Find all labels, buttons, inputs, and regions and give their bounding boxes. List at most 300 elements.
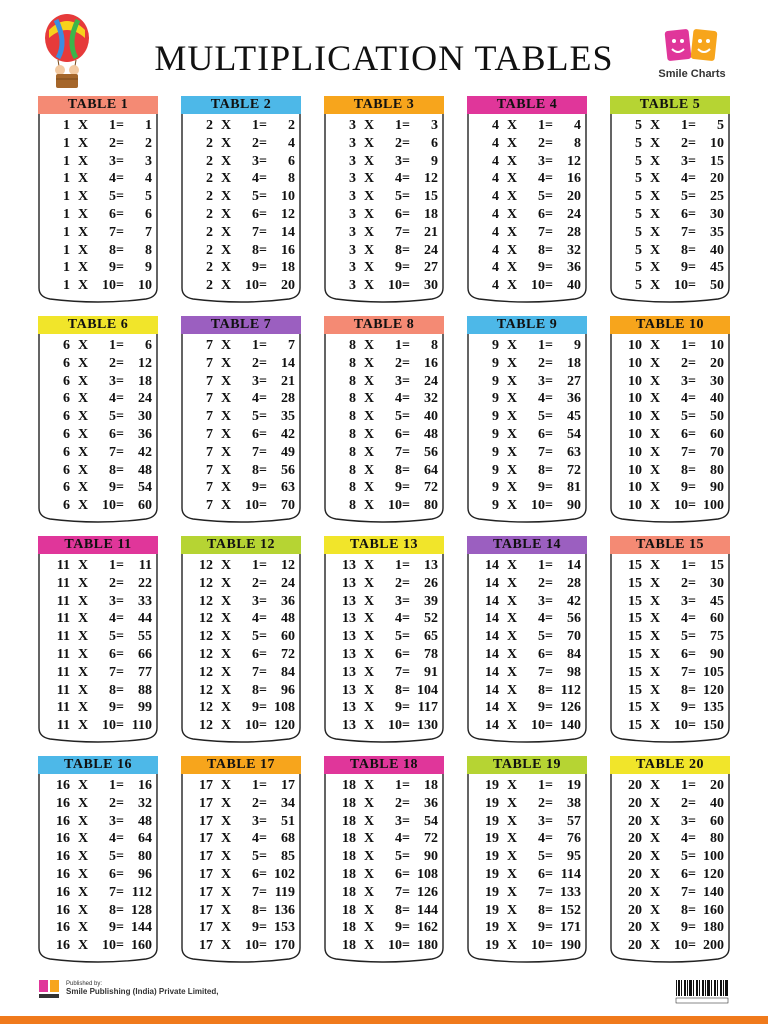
times-sign: X	[650, 920, 661, 936]
equals-sign: =	[116, 391, 124, 407]
times-sign: X	[364, 206, 375, 222]
table-row	[334, 242, 438, 260]
times-sign: X	[507, 153, 518, 169]
product: 54	[424, 813, 438, 829]
times-sign: X	[507, 884, 518, 900]
product: 50	[710, 278, 724, 294]
times-sign: X	[650, 831, 661, 847]
equals-sign: =	[259, 260, 267, 276]
multiplier: 7	[538, 444, 545, 460]
times-sign: X	[507, 391, 518, 407]
table-card-18	[324, 756, 444, 964]
table-row	[334, 337, 438, 355]
multiplier: 6	[538, 206, 545, 222]
product: 133	[560, 884, 581, 900]
product: 1	[145, 118, 152, 133]
times-sign: X	[507, 373, 518, 389]
product: 16	[424, 355, 438, 371]
multiplicand: 4	[492, 206, 499, 222]
equals-sign: =	[402, 338, 410, 353]
times-sign: X	[78, 778, 89, 793]
table-row	[334, 135, 438, 153]
multiplicand: 6	[63, 409, 70, 425]
times-sign: X	[507, 778, 518, 793]
table-row	[477, 610, 581, 628]
multiplier: 1	[681, 338, 688, 353]
multiplicand: 20	[628, 778, 642, 793]
product: 25	[710, 189, 724, 205]
product: 76	[567, 831, 581, 847]
table-row	[48, 355, 152, 373]
times-sign: X	[221, 611, 232, 627]
multiplicand: 9	[492, 391, 499, 407]
multiplicand: 17	[199, 866, 213, 882]
table-row	[477, 277, 581, 295]
product: 35	[710, 224, 724, 240]
table-row	[48, 699, 152, 717]
times-sign: X	[364, 462, 375, 478]
equals-sign: =	[259, 920, 267, 936]
multiplicand: 10	[628, 498, 642, 514]
multiplicand: 11	[56, 700, 70, 716]
multiplier: 6	[538, 646, 545, 662]
multiplicand: 9	[492, 462, 499, 478]
multiplicand: 3	[349, 224, 356, 240]
product: 65	[424, 629, 438, 645]
times-sign: X	[78, 409, 89, 425]
times-sign: X	[364, 278, 375, 294]
multiplicand: 12	[199, 611, 213, 627]
multiplier: 4	[109, 171, 116, 187]
equals-sign: =	[259, 135, 267, 151]
equals-sign: =	[116, 189, 124, 205]
multiplicand: 14	[485, 558, 499, 573]
multiplier: 10	[102, 498, 116, 514]
product: 28	[567, 575, 581, 591]
times-sign: X	[364, 611, 375, 627]
table-row	[191, 479, 295, 497]
multiplier: 2	[252, 135, 259, 151]
multiplier: 10	[102, 718, 116, 734]
times-sign: X	[507, 795, 518, 811]
table-row	[620, 830, 724, 848]
multiplicand: 14	[485, 664, 499, 680]
multiplier: 6	[252, 426, 259, 442]
multiplicand: 1	[63, 189, 70, 205]
multiplier: 4	[538, 171, 545, 187]
times-sign: X	[364, 884, 375, 900]
times-sign: X	[364, 355, 375, 371]
multiplier: 9	[538, 480, 545, 496]
multiplier: 7	[252, 664, 259, 680]
table-header: TABLE 17	[181, 756, 301, 774]
equals-sign: =	[402, 700, 410, 716]
table-row	[48, 135, 152, 153]
multiplier: 4	[681, 391, 688, 407]
table-card-5	[610, 96, 730, 304]
equals-sign: =	[116, 593, 124, 609]
product: 6	[145, 206, 152, 222]
times-sign: X	[507, 355, 518, 371]
product: 56	[567, 611, 581, 627]
times-sign: X	[78, 849, 89, 865]
multiplicand: 3	[349, 118, 356, 133]
times-sign: X	[78, 700, 89, 716]
multiplier: 8	[109, 242, 116, 258]
multiplier: 10	[531, 498, 545, 514]
table-rows	[48, 557, 152, 735]
product: 24	[424, 373, 438, 389]
multiplicand: 13	[342, 664, 356, 680]
table-card-1	[38, 96, 158, 304]
multiplier: 7	[109, 444, 116, 460]
product: 81	[567, 480, 581, 496]
table-row	[48, 170, 152, 188]
times-sign: X	[364, 849, 375, 865]
product: 140	[560, 718, 581, 734]
multiplicand: 13	[342, 682, 356, 698]
multiplier: 2	[538, 355, 545, 371]
equals-sign: =	[116, 700, 124, 716]
times-sign: X	[221, 444, 232, 460]
equals-sign: =	[259, 118, 267, 133]
publisher-logo-icon	[38, 978, 60, 1000]
times-sign: X	[364, 902, 375, 918]
equals-sign: =	[688, 444, 696, 460]
equals-sign: =	[688, 189, 696, 205]
multiplier: 2	[109, 135, 116, 151]
multiplier: 1	[252, 558, 259, 573]
times-sign: X	[650, 902, 661, 918]
multiplier: 3	[395, 593, 402, 609]
product: 45	[567, 409, 581, 425]
times-sign: X	[507, 831, 518, 847]
times-sign: X	[507, 278, 518, 294]
table-row	[477, 259, 581, 277]
times-sign: X	[507, 664, 518, 680]
multiplicand: 19	[485, 884, 499, 900]
product: 114	[560, 866, 581, 882]
multiplicand: 1	[63, 118, 70, 133]
equals-sign: =	[688, 795, 696, 811]
multiplicand: 11	[56, 611, 70, 627]
multiplier: 5	[395, 849, 402, 865]
table-row	[334, 777, 438, 795]
equals-sign: =	[688, 338, 696, 353]
product: 90	[710, 480, 724, 496]
product: 2	[288, 118, 295, 133]
multiplier: 9	[109, 700, 116, 716]
multiplier: 7	[252, 444, 259, 460]
table-row	[620, 117, 724, 135]
table-row	[48, 337, 152, 355]
times-sign: X	[78, 278, 89, 294]
table-row	[191, 224, 295, 242]
equals-sign: =	[259, 462, 267, 478]
multiplicand: 5	[635, 278, 642, 294]
product: 12	[424, 171, 438, 187]
times-sign: X	[507, 260, 518, 276]
times-sign: X	[507, 242, 518, 258]
multiplier: 7	[395, 884, 402, 900]
multiplicand: 19	[485, 920, 499, 936]
table-row	[620, 699, 724, 717]
multiplicand: 3	[349, 189, 356, 205]
table-row	[620, 646, 724, 664]
product: 51	[281, 813, 295, 829]
table-row	[477, 497, 581, 515]
product: 30	[424, 278, 438, 294]
equals-sign: =	[688, 938, 696, 954]
equals-sign: =	[402, 171, 410, 187]
times-sign: X	[78, 575, 89, 591]
table-row	[477, 682, 581, 700]
equals-sign: =	[688, 426, 696, 442]
multiplicand: 13	[342, 575, 356, 591]
multiplier: 5	[109, 849, 116, 865]
multiplicand: 2	[206, 260, 213, 276]
table-row	[191, 884, 295, 902]
smile-faces-icon	[662, 28, 722, 64]
equals-sign: =	[259, 558, 267, 573]
times-sign: X	[221, 224, 232, 240]
product: 50	[710, 409, 724, 425]
product: 80	[424, 498, 438, 514]
multiplicand: 20	[628, 831, 642, 847]
equals-sign: =	[116, 278, 124, 294]
multiplier: 3	[681, 593, 688, 609]
times-sign: X	[78, 611, 89, 627]
product: 20	[710, 171, 724, 187]
product: 153	[274, 920, 295, 936]
times-sign: X	[221, 646, 232, 662]
table-row	[334, 462, 438, 480]
product: 60	[710, 426, 724, 442]
times-sign: X	[78, 242, 89, 258]
equals-sign: =	[688, 629, 696, 645]
times-sign: X	[507, 171, 518, 187]
multiplier: 5	[681, 189, 688, 205]
table-row	[334, 117, 438, 135]
multiplicand: 8	[349, 480, 356, 496]
multiplier: 1	[681, 558, 688, 573]
product: 16	[567, 171, 581, 187]
product: 171	[560, 920, 581, 936]
product: 6	[288, 153, 295, 169]
multiplier: 2	[395, 135, 402, 151]
table-row	[334, 919, 438, 937]
multiplier: 10	[245, 498, 259, 514]
equals-sign: =	[116, 409, 124, 425]
times-sign: X	[650, 778, 661, 793]
equals-sign: =	[259, 242, 267, 258]
times-sign: X	[78, 558, 89, 573]
multiplicand: 12	[199, 718, 213, 734]
times-sign: X	[78, 813, 89, 829]
product: 12	[138, 355, 152, 371]
equals-sign: =	[545, 153, 553, 169]
times-sign: X	[78, 480, 89, 496]
product: 20	[710, 778, 724, 793]
equals-sign: =	[688, 700, 696, 716]
times-sign: X	[221, 902, 232, 918]
equals-sign: =	[116, 355, 124, 371]
table-row	[191, 937, 295, 955]
equals-sign: =	[688, 682, 696, 698]
table-row	[48, 813, 152, 831]
table-row	[334, 593, 438, 611]
multiplier: 5	[395, 409, 402, 425]
equals-sign: =	[688, 664, 696, 680]
times-sign: X	[650, 171, 661, 187]
equals-sign: =	[116, 866, 124, 882]
times-sign: X	[364, 682, 375, 698]
multiplicand: 3	[349, 153, 356, 169]
product: 27	[424, 260, 438, 276]
times-sign: X	[221, 795, 232, 811]
equals-sign: =	[402, 444, 410, 460]
product: 40	[710, 242, 724, 258]
equals-sign: =	[402, 831, 410, 847]
product: 45	[710, 593, 724, 609]
equals-sign: =	[688, 558, 696, 573]
table-row	[334, 682, 438, 700]
multiplicand: 8	[349, 444, 356, 460]
equals-sign: =	[116, 682, 124, 698]
table-row	[620, 848, 724, 866]
multiplicand: 16	[56, 902, 70, 918]
equals-sign: =	[259, 278, 267, 294]
multiplicand: 19	[485, 813, 499, 829]
multiplicand: 13	[342, 700, 356, 716]
equals-sign: =	[259, 718, 267, 734]
multiplicand: 20	[628, 884, 642, 900]
times-sign: X	[221, 558, 232, 573]
equals-sign: =	[402, 118, 410, 133]
equals-sign: =	[545, 462, 553, 478]
multiplicand: 1	[63, 242, 70, 258]
equals-sign: =	[116, 920, 124, 936]
product: 80	[710, 462, 724, 478]
multiplicand: 11	[56, 629, 70, 645]
multiplicand: 6	[63, 338, 70, 353]
table-row	[334, 848, 438, 866]
multiplicand: 5	[635, 189, 642, 205]
multiplier: 2	[681, 795, 688, 811]
table-row	[191, 646, 295, 664]
table-row	[191, 497, 295, 515]
product: 75	[710, 629, 724, 645]
product: 108	[274, 700, 295, 716]
multiplier: 1	[538, 558, 545, 573]
times-sign: X	[507, 646, 518, 662]
product: 32	[567, 242, 581, 258]
multiplier: 3	[109, 373, 116, 389]
times-sign: X	[650, 355, 661, 371]
table-row	[620, 610, 724, 628]
equals-sign: =	[259, 866, 267, 882]
product: 68	[281, 831, 295, 847]
multiplier: 2	[395, 575, 402, 591]
table-row	[334, 277, 438, 295]
product: 117	[417, 700, 438, 716]
times-sign: X	[364, 409, 375, 425]
table-row	[334, 830, 438, 848]
table-card-19	[467, 756, 587, 964]
multiplicand: 5	[635, 171, 642, 187]
multiplier: 4	[681, 611, 688, 627]
multiplicand: 18	[342, 795, 356, 811]
times-sign: X	[221, 355, 232, 371]
table-rows	[334, 557, 438, 735]
table-row	[477, 153, 581, 171]
multiplicand: 4	[492, 118, 499, 133]
multiplier: 9	[109, 260, 116, 276]
table-row	[477, 884, 581, 902]
multiplicand: 3	[349, 260, 356, 276]
multiplier: 3	[681, 813, 688, 829]
times-sign: X	[78, 373, 89, 389]
table-row	[477, 242, 581, 260]
times-sign: X	[221, 338, 232, 353]
table-row	[334, 557, 438, 575]
table-row	[477, 937, 581, 955]
product: 152	[560, 902, 581, 918]
multiplier: 1	[395, 338, 402, 353]
table-row	[48, 777, 152, 795]
multiplicand: 2	[206, 153, 213, 169]
product: 160	[703, 902, 724, 918]
equals-sign: =	[688, 462, 696, 478]
times-sign: X	[650, 558, 661, 573]
equals-sign: =	[259, 611, 267, 627]
multiplicand: 11	[56, 718, 70, 734]
product: 36	[281, 593, 295, 609]
table-row	[48, 479, 152, 497]
equals-sign: =	[402, 558, 410, 573]
equals-sign: =	[688, 831, 696, 847]
multiplier: 1	[109, 338, 116, 353]
product: 4	[145, 171, 152, 187]
table-row	[620, 408, 724, 426]
product: 2	[145, 135, 152, 151]
multiplicand: 5	[635, 153, 642, 169]
times-sign: X	[650, 718, 661, 734]
product: 48	[424, 426, 438, 442]
product: 16	[281, 242, 295, 258]
product: 78	[424, 646, 438, 662]
multiplier: 10	[531, 718, 545, 734]
table-row	[334, 408, 438, 426]
times-sign: X	[364, 242, 375, 258]
product: 38	[567, 795, 581, 811]
multiplier: 4	[538, 391, 545, 407]
times-sign: X	[221, 153, 232, 169]
table-rows	[48, 777, 152, 955]
times-sign: X	[507, 224, 518, 240]
equals-sign: =	[116, 462, 124, 478]
equals-sign: =	[688, 278, 696, 294]
table-row	[48, 444, 152, 462]
multiplier: 9	[681, 920, 688, 936]
multiplier: 3	[681, 373, 688, 389]
times-sign: X	[650, 444, 661, 460]
table-row	[620, 866, 724, 884]
multiplier: 5	[252, 409, 259, 425]
times-sign: X	[650, 224, 661, 240]
times-sign: X	[78, 902, 89, 918]
multiplier: 7	[538, 224, 545, 240]
